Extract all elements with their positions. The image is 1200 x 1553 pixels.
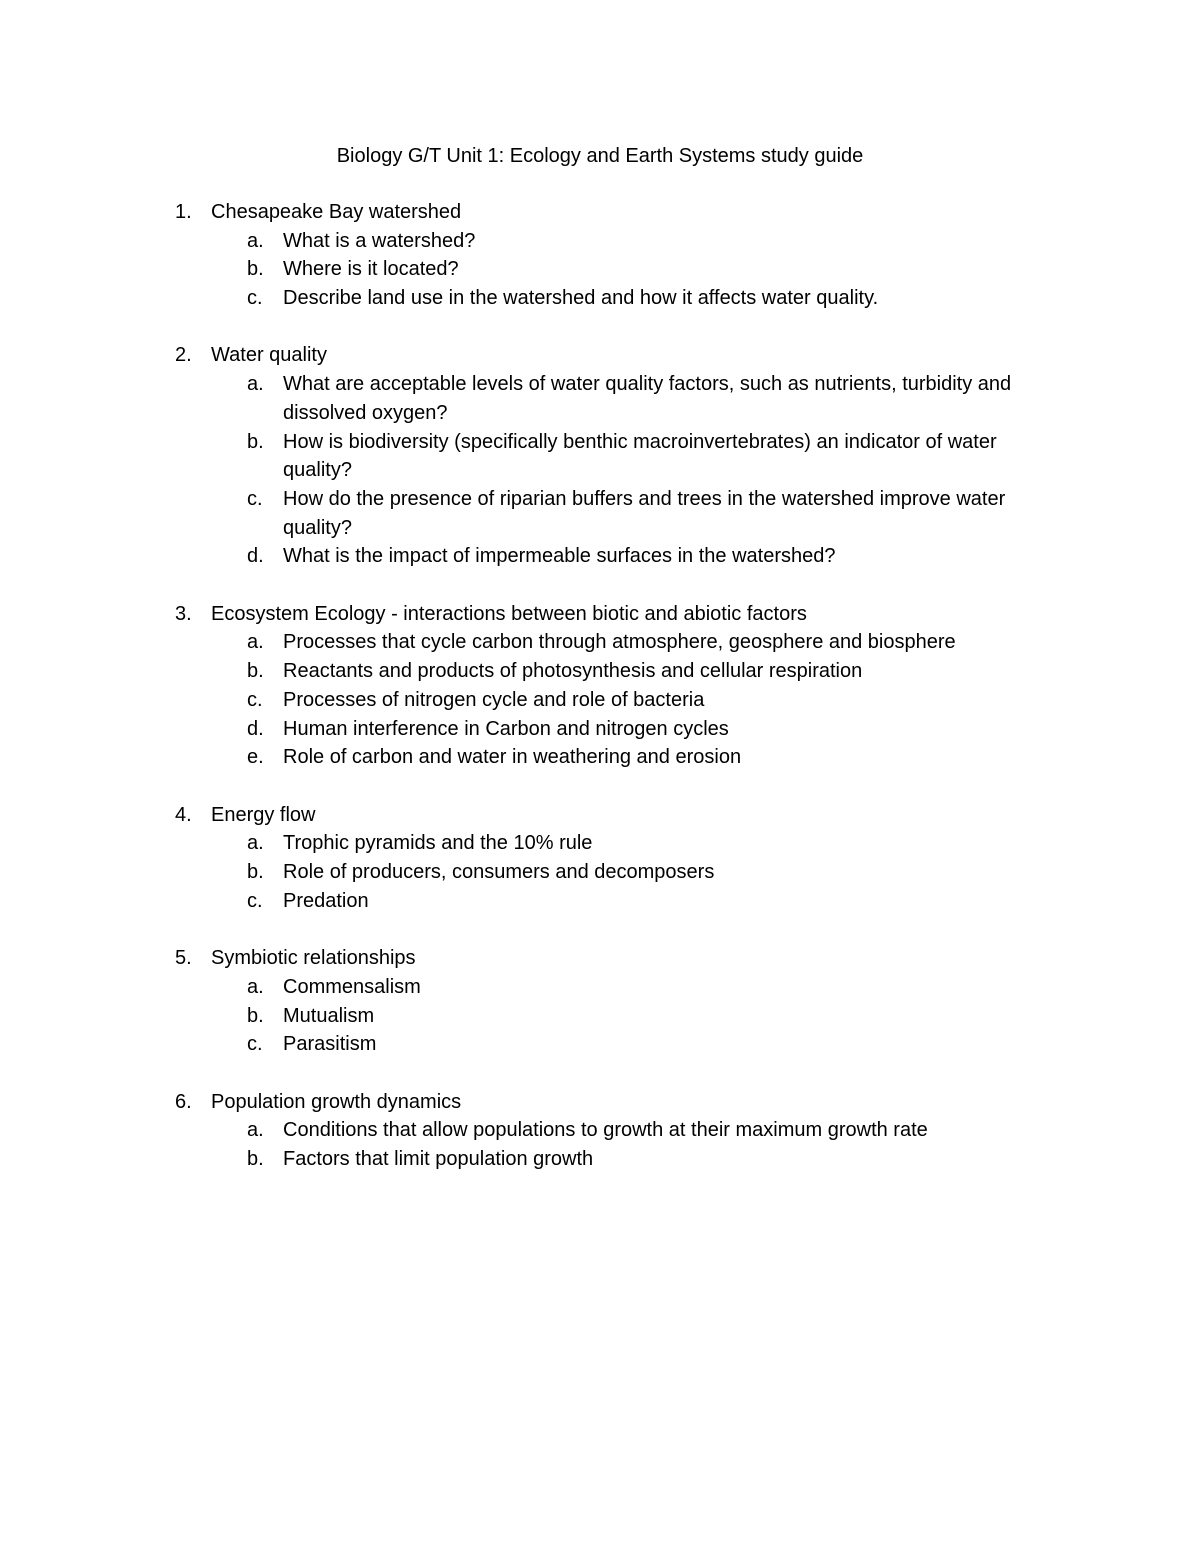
item-text: Human interference in Carbon and nitrogen cycles [283, 717, 729, 740]
section-number: 3. [175, 602, 192, 625]
section-heading-row [0, 1088, 1200, 1117]
item-letter: a. [247, 1119, 264, 1142]
list-item [0, 858, 1200, 887]
item-letter: b. [247, 430, 264, 453]
item-text: Conditions that allow populations to growth at their maximum growth rate [283, 1119, 928, 1142]
section-heading: Symbiotic relationships [211, 947, 416, 970]
section-heading: Population growth dynamics [211, 1090, 462, 1113]
item-text: Mutualism [283, 1004, 375, 1027]
study-guide-outline [0, 198, 1200, 1202]
section-number: 6. [175, 1090, 192, 1113]
item-text: Commensalism [283, 975, 421, 998]
item-text: What is a watershed? [283, 229, 476, 252]
item-letter: a. [247, 373, 264, 396]
list-item [0, 284, 1200, 313]
item-text: Processes of nitrogen cycle and role of bacteria [283, 688, 705, 711]
item-text: How is biodiversity (specifically benthic macroinvertebrates) an indicator of water quality? [283, 430, 997, 482]
list-item [0, 973, 1200, 1002]
section-number: 2. [175, 344, 192, 367]
item-letter: d. [247, 717, 264, 740]
section-heading: Ecosystem Ecology - interactions between biotic and abiotic factors [211, 602, 807, 625]
outline-section [0, 801, 1200, 916]
section-heading-row [0, 600, 1200, 629]
section-number: 1. [175, 201, 192, 223]
item-letter: b. [247, 660, 264, 683]
section-heading: Energy flow [211, 803, 316, 826]
section-heading-row [0, 801, 1200, 830]
outline-section [0, 1088, 1200, 1174]
item-text: Where is it located? [283, 258, 459, 281]
list-item [0, 1145, 1200, 1174]
item-text: Parasitism [283, 1033, 377, 1056]
list-item [0, 715, 1200, 744]
item-text: Reactants and products of photosynthesis and cellular respiration [283, 660, 863, 683]
list-item [0, 1002, 1200, 1031]
list-item [0, 1030, 1200, 1059]
list-item [0, 227, 1200, 256]
item-text: Role of carbon and water in weathering and erosion [283, 746, 742, 769]
outline-section [0, 341, 1200, 571]
item-text: Processes that cycle carbon through atmosphere, geosphere and biosphere [283, 631, 956, 654]
list-item [0, 628, 1200, 657]
section-heading: Water quality [211, 344, 327, 367]
list-item [0, 887, 1200, 916]
item-letter: a. [247, 975, 264, 998]
section-number: 5. [175, 947, 192, 970]
item-text: Role of producers, consumers and decomposers [283, 861, 715, 884]
item-letter: c. [247, 1033, 263, 1056]
outline-section [0, 944, 1200, 1059]
list-item [0, 743, 1200, 772]
item-letter: a. [247, 229, 264, 252]
item-letter: c. [247, 487, 263, 510]
item-text: What is the impact of impermeable surfaces in the watershed? [283, 545, 836, 568]
list-item [0, 829, 1200, 858]
item-letter: b. [247, 861, 264, 884]
item-text: Describe land use in the watershed and how it affects water quality. [283, 287, 879, 310]
list-item [0, 542, 1200, 571]
item-letter: a. [247, 832, 264, 855]
item-letter: c. [247, 688, 263, 711]
list-item [0, 1116, 1200, 1145]
section-heading-row [0, 341, 1200, 370]
list-item [0, 686, 1200, 715]
item-text: Factors that limit population growth [283, 1148, 594, 1171]
item-letter: c. [247, 889, 263, 912]
document-title: Biology G/T Unit 1: Ecology and Earth Systems study guide [336, 145, 864, 167]
list-item [0, 428, 1200, 485]
section-heading-row [0, 944, 1200, 973]
item-letter: a. [247, 631, 264, 654]
item-text: Predation [283, 889, 369, 912]
item-letter: d. [247, 545, 264, 568]
outline-section [0, 198, 1200, 313]
list-item [0, 485, 1200, 542]
outline-section [0, 600, 1200, 772]
item-letter: b. [247, 1004, 264, 1027]
item-text: How do the presence of riparian buffers and trees in the watershed improve water quality? [283, 487, 1006, 539]
item-letter: b. [247, 258, 264, 281]
item-letter: c. [247, 287, 263, 310]
section-heading-row [0, 198, 1200, 227]
list-item [0, 255, 1200, 284]
list-item [0, 370, 1200, 427]
section-heading: Chesapeake Bay watershed [211, 201, 462, 223]
item-text: What are acceptable levels of water quality factors, such as nutrients, turbidity and dissolved oxygen? [283, 373, 1012, 424]
section-number: 4. [175, 803, 192, 826]
item-letter: b. [247, 1148, 264, 1171]
item-text: Trophic pyramids and the 10% rule [283, 832, 593, 855]
item-letter: e. [247, 746, 264, 769]
list-item [0, 657, 1200, 686]
